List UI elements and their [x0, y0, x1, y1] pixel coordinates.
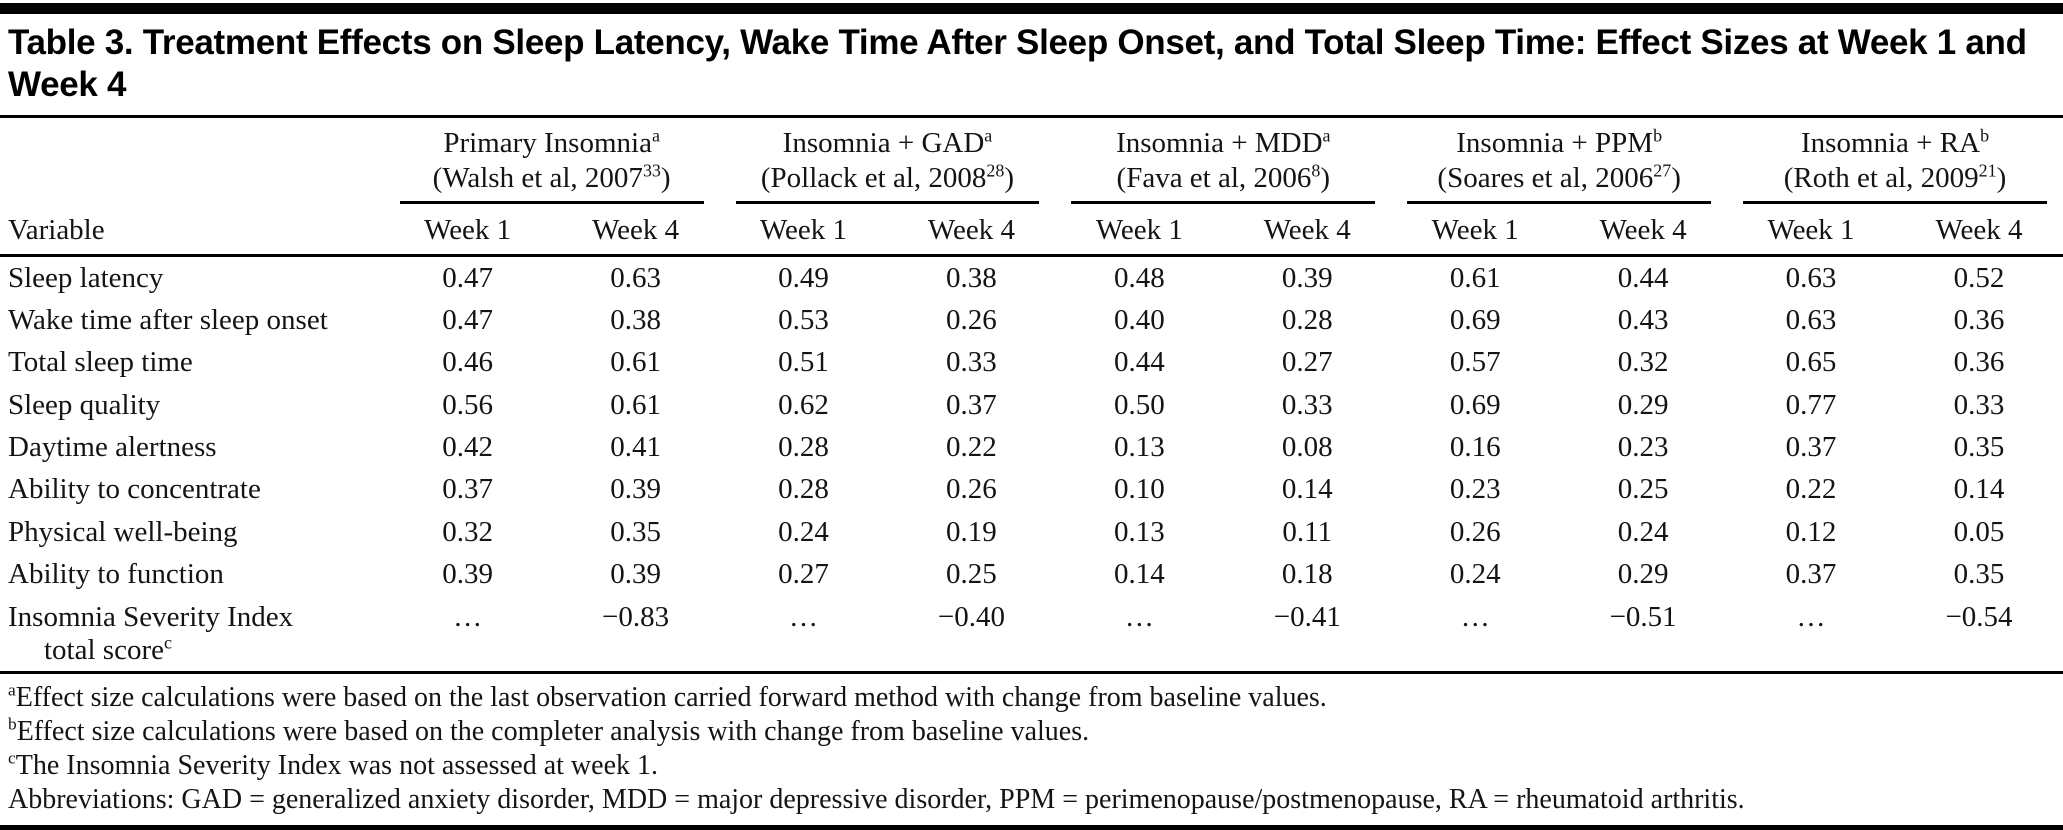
- corner-spacer: [0, 118, 384, 204]
- group-name-line: [1407, 126, 1711, 161]
- value-cell: −0.54: [1945, 600, 2013, 633]
- table-row: [0, 596, 2063, 672]
- footnote: [8, 749, 2053, 783]
- value-cell: 0.28: [778, 473, 829, 506]
- row-label-line1: [8, 389, 384, 422]
- value-cell: 0.38: [946, 261, 997, 294]
- table-row: [0, 468, 2063, 510]
- value-cell: 0.38: [610, 304, 661, 337]
- group-name: Insomnia + RA: [1801, 127, 1981, 159]
- value-cell: 0.19: [946, 515, 997, 548]
- week-column-header: Week 4: [887, 204, 1055, 256]
- value-cell: 0.24: [1617, 515, 1669, 548]
- value-cell: 0.48: [1113, 261, 1165, 294]
- value-cell: 0.22: [946, 431, 997, 464]
- value-cell: 0.32: [442, 515, 494, 548]
- row-label-cell: [0, 255, 384, 299]
- value-cell: 0.57: [1449, 346, 1501, 379]
- value-cell: 0.27: [778, 558, 829, 591]
- footnotes: [0, 674, 2063, 822]
- value-cell: 0.14: [1953, 473, 2005, 506]
- table-row: [0, 299, 2063, 341]
- group-header-inner: [736, 126, 1040, 204]
- row-label-cell: [0, 553, 384, 595]
- row-label-line1: [8, 473, 384, 506]
- value-cell: 0.50: [1113, 388, 1165, 421]
- value-cell: −0.41: [1273, 600, 1341, 633]
- value-cell: 0.41: [610, 431, 661, 464]
- group-citation: (Walsh et al, 2007: [432, 162, 643, 195]
- value-cell: 0.29: [1617, 558, 1669, 591]
- citation-close-paren: ): [1996, 162, 2007, 195]
- value-cell: −0.40: [937, 600, 1005, 633]
- value-cell: …: [1460, 600, 1490, 633]
- row-label-cell: [0, 426, 384, 468]
- value-cell: 0.16: [1449, 431, 1501, 464]
- value-cell: 0.25: [1617, 473, 1669, 506]
- value-cell: 0.46: [442, 346, 494, 379]
- value-cell: 0.26: [1449, 515, 1501, 548]
- value-cell: 0.47: [442, 304, 494, 337]
- value-cell: 0.33: [1953, 388, 2005, 421]
- value-cell: 0.37: [946, 388, 997, 421]
- value-cell: 0.44: [1113, 346, 1165, 379]
- value-cell: 0.24: [778, 515, 829, 548]
- citation-reference-superscript: 28: [986, 160, 1005, 181]
- value-cell: 0.33: [946, 346, 997, 379]
- value-cell: 0.08: [1281, 431, 1333, 464]
- group-name: Insomnia + MDD: [1116, 127, 1323, 159]
- group-name-superscript: a: [984, 125, 993, 146]
- week-column-header: Week 1: [1727, 204, 1895, 256]
- value-cell: 0.51: [778, 346, 829, 379]
- group-name-line: [400, 126, 704, 161]
- value-cell: 0.25: [946, 558, 997, 591]
- footnote-superscript: b: [8, 714, 17, 734]
- journal-table-figure: [0, 3, 2063, 816]
- value-cell: 0.10: [1113, 473, 1165, 506]
- value-cell: 0.35: [610, 515, 661, 548]
- group-citation: (Fava et al, 2006: [1116, 162, 1312, 195]
- group-name: Primary Insomnia: [443, 127, 652, 159]
- value-cell: −0.83: [602, 600, 670, 633]
- value-cell: 0.61: [610, 346, 661, 379]
- table-row: [0, 553, 2063, 595]
- group-header: [720, 118, 1056, 204]
- footnote-superscript: c: [8, 748, 16, 768]
- value-cell: 0.22: [1785, 473, 1837, 506]
- week-column-header: Week 1: [720, 204, 888, 256]
- table-row: [0, 384, 2063, 426]
- top-black-bar: [0, 3, 2063, 14]
- row-label-superscript: c: [163, 632, 172, 653]
- footnote: [8, 715, 2053, 749]
- row-label-cell: [0, 384, 384, 426]
- value-cell: 0.69: [1449, 304, 1501, 337]
- value-cell: 0.05: [1953, 515, 2005, 548]
- citation-reference-superscript: 21: [1978, 160, 1997, 181]
- variable-column-header: Variable: [0, 204, 384, 256]
- value-cell: 0.33: [1281, 388, 1333, 421]
- row-label-cell: [0, 299, 384, 341]
- row-label-cell: [0, 341, 384, 383]
- value-cell: 0.53: [778, 304, 829, 337]
- row-label: Physical well-being: [8, 515, 238, 548]
- value-cell: 0.35: [1953, 431, 2005, 464]
- value-cell: 0.14: [1281, 473, 1333, 506]
- value-cell: 0.28: [778, 431, 829, 464]
- group-citation: (Soares et al, 2006: [1437, 162, 1654, 195]
- row-label: Ability to concentrate: [8, 473, 261, 506]
- value-cell: 0.26: [946, 304, 997, 337]
- value-cell: 0.32: [1617, 346, 1669, 379]
- value-cell: 0.44: [1617, 261, 1669, 294]
- footnote-text: The Insomnia Severity Index was not assessed at week 1.: [15, 750, 658, 782]
- group-header-inner: [1407, 126, 1711, 204]
- group-name-superscript: b: [1653, 125, 1663, 146]
- footnote: [8, 681, 2053, 715]
- citation-close-paren: ): [1320, 162, 1331, 195]
- value-cell: 0.63: [610, 261, 661, 294]
- citation-reference-superscript: 8: [1311, 160, 1321, 181]
- group-citation-line: [1743, 161, 2047, 196]
- row-label: Daytime alertness: [8, 431, 217, 464]
- group-header: [1055, 118, 1391, 204]
- group-citation: (Roth et al, 2009: [1783, 162, 1979, 195]
- footnote: [8, 783, 2053, 817]
- row-label: Wake time after sleep onset: [8, 304, 328, 337]
- value-cell: 0.69: [1449, 388, 1501, 421]
- row-label-line1: [8, 516, 384, 549]
- group-header: [1391, 118, 1727, 204]
- value-cell: 0.37: [1785, 431, 1837, 464]
- value-cell: 0.11: [1282, 515, 1333, 548]
- value-cell: 0.63: [1785, 261, 1837, 294]
- value-cell: …: [1124, 600, 1154, 633]
- value-cell: 0.37: [442, 473, 494, 506]
- column-header-row: [0, 204, 2063, 256]
- row-label-line1: [8, 346, 384, 379]
- value-cell: 0.61: [610, 388, 661, 421]
- citation-reference-superscript: 33: [642, 160, 661, 181]
- value-cell: 0.39: [442, 558, 494, 591]
- group-header-inner: [1743, 126, 2047, 204]
- table-title: Table 3. Treatment Effects on Sleep Latency, Wake Time After Sleep Onset, and Total Sleep Time: Effect Sizes at Week 1 and Week 4: [8, 23, 2027, 104]
- group-citation-line: [736, 161, 1040, 196]
- group-header: [1727, 118, 2063, 204]
- row-label: Insomnia Severity Index: [8, 600, 294, 633]
- value-cell: 0.37: [1785, 558, 1837, 591]
- value-cell: 0.36: [1953, 346, 2005, 379]
- citation-close-paren: ): [660, 162, 671, 195]
- group-citation: (Pollack et al, 2008: [760, 162, 987, 195]
- row-label-line1: [8, 262, 384, 295]
- row-label-cell: [0, 468, 384, 510]
- value-cell: 0.49: [778, 261, 829, 294]
- value-cell: 0.13: [1113, 431, 1165, 464]
- row-label-continuation: total score: [44, 633, 164, 666]
- table-row: [0, 511, 2063, 553]
- table-row: [0, 426, 2063, 468]
- group-name: Insomnia + GAD: [782, 127, 985, 159]
- value-cell: 0.62: [778, 388, 829, 421]
- citation-close-paren: ): [1004, 162, 1015, 195]
- value-cell: 0.26: [946, 473, 997, 506]
- value-cell: …: [789, 600, 818, 633]
- table-row: [0, 255, 2063, 299]
- group-citation-line: [1407, 161, 1711, 196]
- value-cell: 0.63: [1785, 304, 1837, 337]
- week-column-header: Week 4: [1895, 204, 2063, 256]
- row-label-cell: [0, 511, 384, 553]
- value-cell: −0.51: [1609, 600, 1677, 633]
- row-label: Sleep latency: [8, 261, 164, 294]
- row-label-line1: [8, 601, 384, 634]
- week-column-header: Week 1: [1391, 204, 1559, 256]
- value-cell: 0.61: [1449, 261, 1501, 294]
- week-column-header: Week 4: [552, 204, 720, 256]
- value-cell: 0.18: [1281, 558, 1333, 591]
- value-cell: 0.39: [610, 473, 661, 506]
- value-cell: 0.56: [442, 388, 494, 421]
- row-label-line1: [8, 304, 384, 337]
- effect-sizes-table: [0, 118, 2063, 671]
- group-header: [384, 118, 720, 204]
- value-cell: 0.23: [1449, 473, 1501, 506]
- group-citation-line: [400, 161, 704, 196]
- value-cell: 0.65: [1785, 346, 1837, 379]
- group-header-inner: [400, 126, 704, 204]
- group-name-superscript: a: [651, 125, 660, 146]
- group-name-superscript: b: [1980, 125, 1990, 146]
- value-cell: 0.13: [1113, 515, 1165, 548]
- week-column-header: Week 1: [1055, 204, 1223, 256]
- value-cell: 0.43: [1617, 304, 1669, 337]
- citation-reference-superscript: 27: [1653, 160, 1672, 181]
- bottom-black-rule: [0, 825, 2063, 830]
- value-cell: 0.39: [610, 558, 661, 591]
- value-cell: 0.14: [1113, 558, 1165, 591]
- table-row: [0, 341, 2063, 383]
- row-label-line2: [8, 634, 384, 667]
- row-label: Sleep quality: [8, 388, 161, 421]
- value-cell: …: [453, 600, 483, 633]
- group-citation-line: [1071, 161, 1375, 196]
- value-cell: 0.27: [1281, 346, 1333, 379]
- value-cell: 0.39: [1281, 261, 1333, 294]
- value-cell: 0.36: [1953, 304, 2005, 337]
- value-cell: 0.40: [1113, 304, 1165, 337]
- row-label: Ability to function: [8, 558, 224, 591]
- footnote-text: Effect size calculations were based on the last observation carried forward method with change from baseline values.: [15, 682, 1327, 714]
- citation-close-paren: ): [1671, 162, 1681, 195]
- group-name-line: [1071, 126, 1375, 161]
- value-cell: 0.42: [442, 431, 494, 464]
- footnote-text: Effect size calculations were based on the completer analysis with change from baseline values.: [16, 716, 1090, 748]
- group-name: Insomnia + PPM: [1456, 127, 1654, 159]
- group-header-inner: [1071, 126, 1375, 204]
- week-column-header: Week 4: [1223, 204, 1391, 256]
- group-header-row: [0, 118, 2063, 204]
- value-cell: …: [1796, 600, 1826, 633]
- week-column-header: Week 1: [384, 204, 552, 256]
- row-label-cell: [0, 596, 384, 672]
- group-name-line: [736, 126, 1040, 161]
- value-cell: 0.35: [1953, 558, 2005, 591]
- footnote-text: Abbreviations: GAD = generalized anxiety disorder, MDD = major depressive disorder, PPM = perimenopause/postmenopause, RA = rheumatoid arthritis.: [8, 784, 1745, 816]
- value-cell: 0.52: [1953, 261, 2005, 294]
- row-label-line1: [8, 431, 384, 464]
- value-cell: 0.47: [442, 261, 494, 294]
- row-label-line1: [8, 558, 384, 591]
- row-label: Total sleep time: [8, 346, 193, 379]
- value-cell: 0.23: [1617, 431, 1669, 464]
- value-cell: 0.12: [1785, 515, 1837, 548]
- group-name-line: [1743, 126, 2047, 161]
- value-cell: 0.24: [1449, 558, 1501, 591]
- value-cell: 0.28: [1281, 304, 1333, 337]
- group-name-superscript: a: [1322, 125, 1331, 146]
- value-cell: 0.77: [1785, 388, 1837, 421]
- value-cell: 0.29: [1617, 388, 1669, 421]
- week-column-header: Week 4: [1559, 204, 1727, 256]
- footnote-superscript: a: [8, 680, 16, 700]
